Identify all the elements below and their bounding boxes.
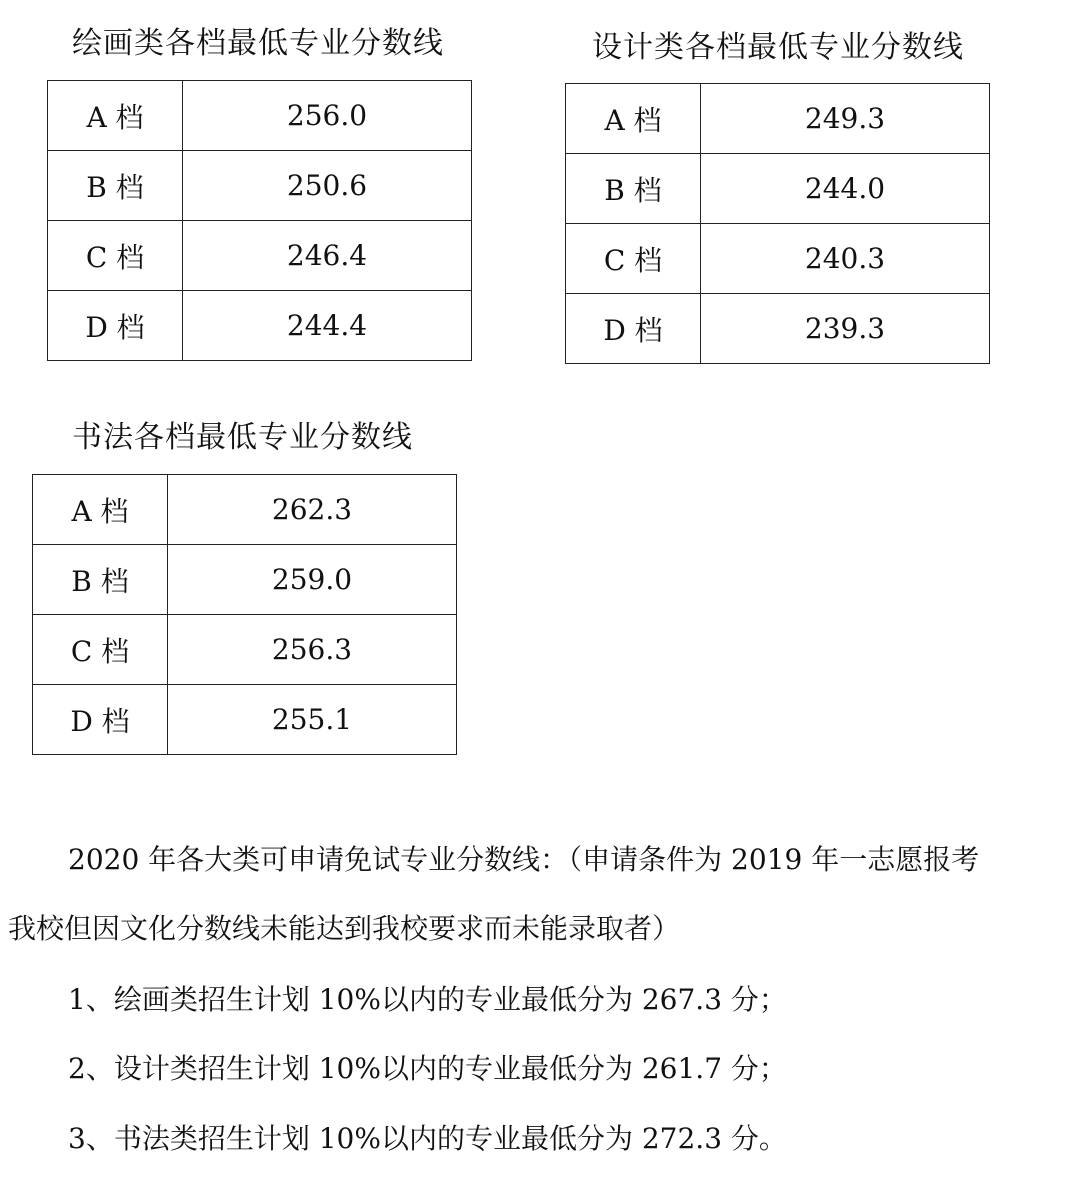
painting-table-title: 绘画类各档最低专业分数线: [72, 26, 444, 61]
table-row: [48, 291, 472, 361]
score-cell: 246.4: [183, 221, 472, 291]
score-cell: 244.0: [701, 154, 990, 224]
table-row: [566, 294, 990, 364]
table-row: [48, 81, 472, 151]
score-cell: 262.3: [168, 475, 457, 545]
exemption-paragraph-line-2: 我校但因文化分数线未能达到我校要求而未能录取者）: [8, 912, 681, 945]
grade-cell: A 档: [566, 84, 701, 154]
grade-cell: D 档: [33, 685, 168, 755]
painting-score-table: [47, 80, 472, 361]
score-cell: 256.0: [183, 81, 472, 151]
score-cell: 240.3: [701, 224, 990, 294]
list-item: 2、设计类招生计划 10%以内的专业最低分为 261.7 分；: [68, 1052, 787, 1085]
list-item: 1、绘画类招生计划 10%以内的专业最低分为 267.3 分；: [68, 983, 787, 1016]
table-row: [33, 475, 457, 545]
score-cell: 250.6: [183, 151, 472, 221]
table-row: [48, 151, 472, 221]
score-cell: 244.4: [183, 291, 472, 361]
table-row: [33, 615, 457, 685]
calligraphy-score-table: [32, 474, 457, 755]
grade-cell: A 档: [33, 475, 168, 545]
grade-cell: C 档: [48, 221, 183, 291]
table-row: [566, 224, 990, 294]
grade-cell: B 档: [566, 154, 701, 224]
grade-cell: A 档: [48, 81, 183, 151]
table-row: [33, 545, 457, 615]
grade-cell: B 档: [33, 545, 168, 615]
score-cell: 239.3: [701, 294, 990, 364]
score-cell: 249.3: [701, 84, 990, 154]
score-cell: 255.1: [168, 685, 457, 755]
grade-cell: D 档: [48, 291, 183, 361]
table-row: [566, 154, 990, 224]
design-table-title: 设计类各档最低专业分数线: [592, 30, 964, 65]
score-cell: 259.0: [168, 545, 457, 615]
grade-cell: C 档: [33, 615, 168, 685]
grade-cell: B 档: [48, 151, 183, 221]
score-cell: 256.3: [168, 615, 457, 685]
table-row: [566, 84, 990, 154]
grade-cell: D 档: [566, 294, 701, 364]
table-row: [33, 685, 457, 755]
grade-cell: C 档: [566, 224, 701, 294]
exemption-paragraph-line-1: 2020 年各大类可申请免试专业分数线：（申请条件为 2019 年一志愿报考: [68, 843, 980, 876]
calligraphy-table-title: 书法各档最低专业分数线: [72, 420, 413, 455]
table-row: [48, 221, 472, 291]
list-item: 3、书法类招生计划 10%以内的专业最低分为 272.3 分。: [68, 1122, 787, 1155]
design-score-table: [565, 83, 990, 364]
